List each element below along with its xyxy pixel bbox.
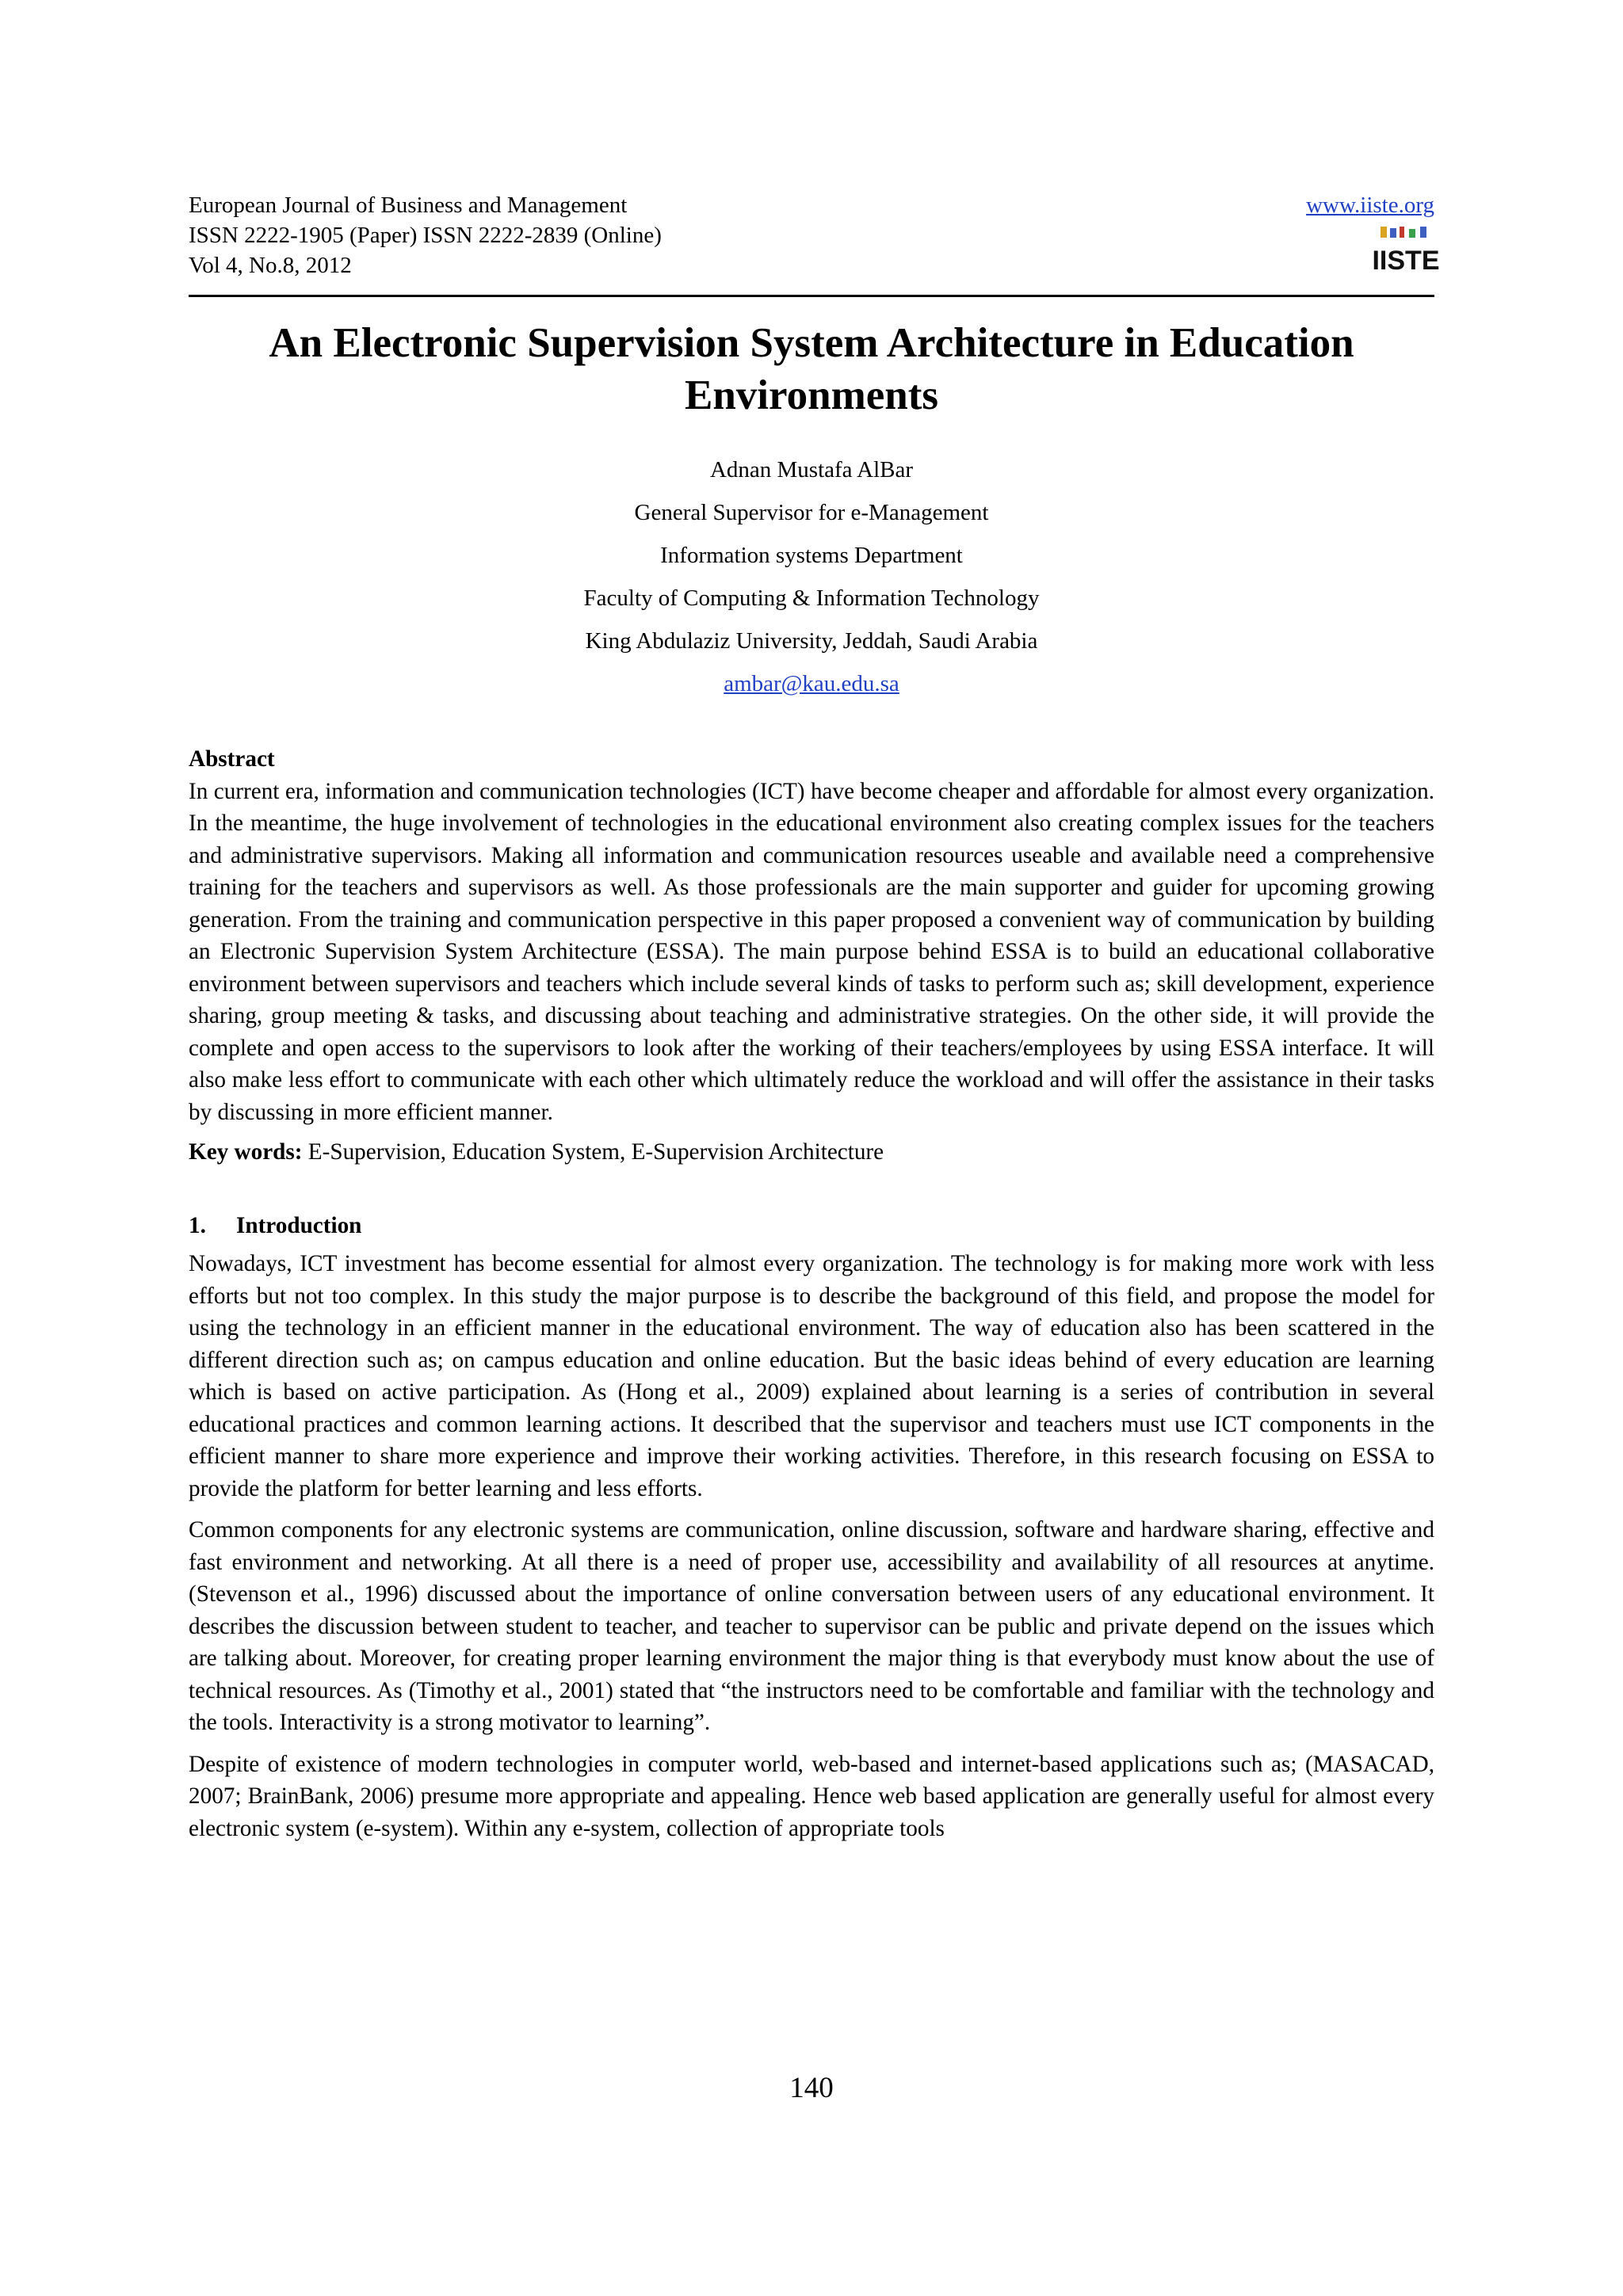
author-email-link[interactable]: ambar@kau.edu.sa <box>724 671 899 696</box>
page-number: 140 <box>789 2072 834 2104</box>
header-rule <box>189 295 1434 297</box>
author-university: King Abdulaziz University, Jeddah, Saudi Arabia <box>585 628 1038 654</box>
abstract-text: In current era, information and communication technologies (ICT) have become cheaper and affordable for almost every organization. In the meantime, the huge involvement of technologies in the educational environment also creating complex issues for the teachers and administrative supervisors. Making all information and communication resources useable and available need a comprehensive training for the teachers and supervisors as well. As those professionals are the main supporter and guider for upcoming growing generation. From the training and communication perspective in this paper proposed a convenient way of communication by building an Electronic Supervision System Architecture (ESSA). The main purpose behind ESSA is to build an educational collaborative environment between supervisors and teachers which include several kinds of tasks to perform such as; skill development, experience sharing, group meeting & tasks, and discussing about teaching and administrative strategies. On the other side, it will provide the complete and open access to the supervisors to look after the working of their teachers/employees by using ESSA interface. It will also make less effort to communicate with each other which ultimately reduce the workload and will offer the assistance in their tasks by discussing in more efficient manner. <box>189 778 1434 1125</box>
logo-text: IISTE <box>1372 246 1440 276</box>
paper-body <box>189 743 1434 1844</box>
author-position: General Supervisor for e-Management <box>634 500 989 525</box>
section-number: 1. <box>189 1212 206 1238</box>
author-faculty: Faculty of Computing & Information Technology <box>583 585 1040 611</box>
author-name: Adnan Mustafa AlBar <box>709 457 914 482</box>
paper-title: An Electronic Supervision System Architecture in Education Environments <box>269 320 1354 418</box>
section-heading-introduction <box>189 1210 1434 1242</box>
intro-paragraph: Common components for any electronic systems are communication, online discussion, software and hardware sharing, effective and fast environment and networking. At all there is a need of proper use, accessibility and availability of all resources at anytime. (Stevenson et al., 1996) discussed about the importance of online conversation between users of any educational environment. It describes the discussion between student to teacher, and teacher to supervisor can be public and private depend on the issues which are talking about. Moreover, for creating proper learning environment the major thing is that everybody must know about the use of technical resources. As (Timothy et al., 2001) stated that “the instructors need to be comfortable and familiar with the technology and the tools. Interactivity is a strong motivator to learning”. <box>189 1517 1434 1735</box>
abstract-heading: Abstract <box>189 746 275 772</box>
journal-url-link[interactable]: www.iiste.org <box>1306 193 1434 218</box>
journal-name: European Journal of Business and Management <box>189 193 628 218</box>
iiste-logo-icon <box>1372 225 1440 277</box>
intro-paragraph: Nowadays, ICT investment has become essential for almost every organization. The technology is for making more work with less efforts but not too complex. In this study the major purpose is to describe the background of this field, and propose the model for using the technology in an efficient manner in the educational environment. The way of education also has been scattered in the different direction such as; on campus education and online education. But the basic ideas behind of every education are learning which is based on active participation. As (Hong et al., 2009) explained about learning is a series of contribution in several educational practices and common learning actions. It described that the supervisor and teachers must use ICT components in the efficient manner to share more experience and improve their working activities. Therefore, in this research focusing on ESSA to provide the platform for better learning and less efforts. <box>189 1251 1434 1501</box>
section-title: Introduction <box>236 1212 362 1238</box>
journal-issn: ISSN 2222-1905 (Paper) ISSN 2222-2839 (Online) <box>189 223 662 248</box>
keywords <box>189 1136 1434 1169</box>
author-department: Information systems Department <box>660 543 963 568</box>
intro-paragraph: Despite of existence of modern technologies in computer world, web-based and internet-based applications such as; (MASACAD, 2007; BrainBank, 2006) presume more appropriate and appealing. Hence web based application are generally useful for almost every electronic system (e-system). Within any e-system, collection of appropriate tools <box>189 1751 1434 1841</box>
author-block <box>189 448 1434 705</box>
keywords-label: Key words: <box>189 1139 303 1165</box>
journal-volume: Vol 4, No.8, 2012 <box>189 253 352 278</box>
journal-header <box>189 190 1440 280</box>
keywords-text: E-Supervision, Education System, E-Supervision Architecture <box>307 1139 884 1165</box>
